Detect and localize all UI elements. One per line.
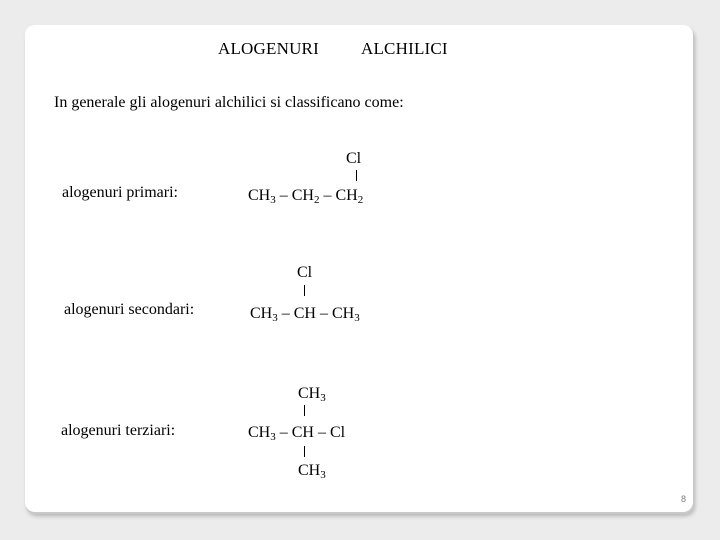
title-word-1: ALOGENURI bbox=[218, 39, 319, 58]
label-terziari: alogenuri terziari: bbox=[61, 422, 176, 439]
label-secondari: alogenuri secondari: bbox=[64, 301, 195, 318]
formula-secondari-chain: $CH_3$ – CH – $CH_3$ bbox=[250, 305, 360, 324]
formula-terziari-bottom-group: $CH_3$ bbox=[298, 462, 326, 481]
formula-terziari-top-group: $CH_3$ bbox=[298, 385, 326, 404]
bond-primari-vertical bbox=[356, 170, 357, 181]
formula-secondari-top-group: Cl bbox=[297, 264, 313, 281]
bond-terziari-top bbox=[304, 405, 305, 416]
title-word-2: ALCHILICI bbox=[361, 39, 448, 58]
page-number: 8 bbox=[680, 494, 686, 504]
formula-primari-chain: $CH_3 - CH_2 - CH_2$ bbox=[248, 187, 364, 206]
label-primari: alogenuri primari: bbox=[62, 184, 178, 201]
bond-terziari-bottom bbox=[304, 446, 305, 457]
intro-text: In generale gli alogenuri alchilici si classificano come: bbox=[54, 94, 404, 111]
formula-primari-top-group: Cl bbox=[346, 150, 362, 167]
formula-terziari-chain: $CH_3$ – CH – Cl bbox=[248, 424, 346, 443]
bond-secondari-vertical bbox=[304, 285, 305, 296]
